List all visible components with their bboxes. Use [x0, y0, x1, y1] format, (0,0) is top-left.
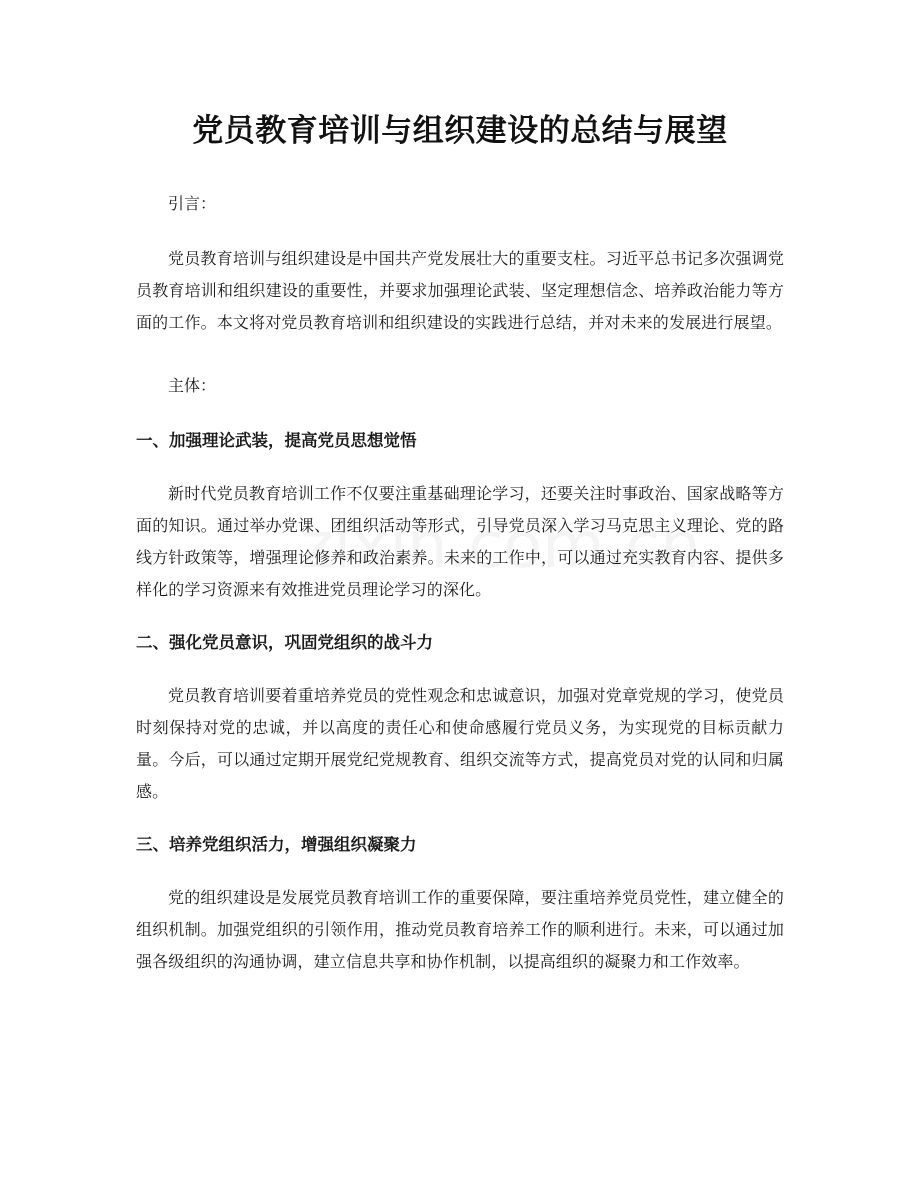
section-heading-1: 一、加强理论武装，提高党员思想觉悟: [136, 431, 417, 450]
intro-paragraph: 党员教育培训与组织建设是中国共产党发展壮大的重要支柱。习近平总书记多次强调党员教育培训和组织建设的重要性，并要求加强理论武装、坚定理想信念、培养政治能力等方面的工作。本文将对党员教育培训和组织建设的实践进行总结，并对未来的发展进行展望。: [136, 249, 784, 332]
section-paragraph-2: 党员教育培训要着重培养党员的党性观念和忠诚意识，加强对党章党规的学习，使党员时刻保持对党的忠诚，并以高度的责任心和使命感履行党员义务，为实现党的目标贡献力量。今后，可以通过定期开展党纪党规教育、组织交流等方式，提高党员对党的认同和归属感。: [136, 686, 784, 801]
section-paragraph-1: 新时代党员教育培训工作不仅要注重基础理论学习，还要关注时事政治、国家战略等方面的知识。通过举办党课、团组织活动等形式，引导党员深入学习马克思主义理论、党的路线方针政策等，增强理论修养和政治素养。未来的工作中，可以通过充实教育内容、提供多样化的学习资源来有效推进党员理论学习的深化。: [136, 484, 784, 599]
section-paragraph-3: 党的组织建设是发展党员教育培训工作的重要保障，要注重培养党员党性，建立健全的组织机制。加强党组织的引领作用，推动党员教育培养工作的顺利进行。未来，可以通过加强各级组织的沟通协调，建立信息共享和协作机制，以提高组织的凝聚力和工作效率。: [136, 888, 784, 971]
document-title: 党员教育培训与组织建设的总结与展望: [192, 113, 728, 149]
intro-label: 引言：: [168, 194, 217, 213]
section-heading-3: 三、培养党组织活力，增强组织凝聚力: [136, 835, 417, 854]
main-label: 主体：: [168, 376, 217, 395]
section-heading-2: 二、强化党员意识，巩固党组织的战斗力: [136, 633, 433, 652]
